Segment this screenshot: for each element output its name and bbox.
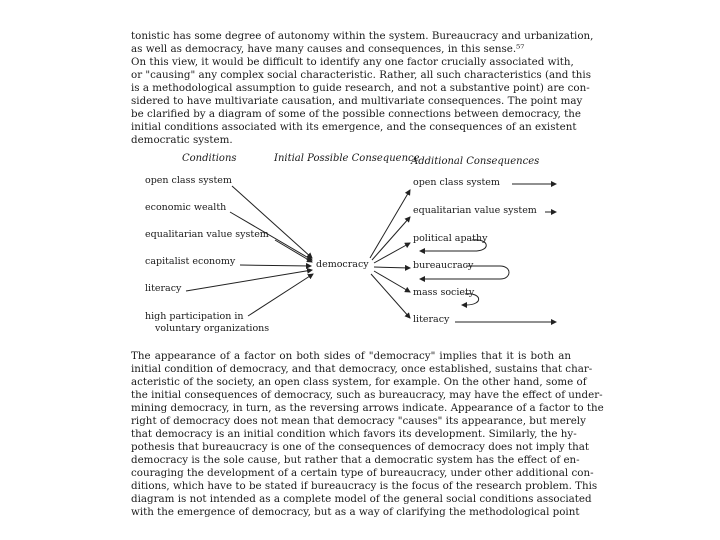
text-line: the initial consequences of democracy, such as bureaucracy, may have the effect of under- [131, 389, 603, 401]
text-line: that democracy is an initial condition which favors its development. Similarly, the hy- [131, 428, 577, 440]
arrow-in [240, 265, 311, 266]
text-line: is a methodological assumption to guide research, and not a substantive point) are con- [131, 82, 590, 94]
text-line: acteristic of the society, an open class system, for example. On the other hand, some of [131, 376, 587, 388]
header-conditions: Conditions [182, 153, 237, 164]
condition-label: high participation in [145, 311, 244, 322]
consequence-label: equalitarian value system [413, 205, 537, 216]
condition-label: economic wealth [145, 202, 227, 213]
arrow-out [374, 267, 410, 268]
text-line: couraging the development of a certain type of bureaucracy, under other additional con- [131, 467, 594, 479]
reversing-arrow [462, 294, 479, 305]
condition-label: open class system [145, 175, 232, 186]
consequence-label: political apathy [413, 233, 488, 244]
text-line: ditions, which have to be stated if bureaucracy is the focus of the research problem. This [131, 480, 598, 492]
header-additional-consequences: Additional Consequences [411, 156, 540, 167]
condition-label: capitalist economy [145, 256, 236, 267]
text-line: democratic system. [131, 134, 233, 146]
condition-label: equalitarian value system [145, 229, 269, 240]
text-line: initial conditions associated with its emergence, and the consequences of an existent [131, 121, 577, 133]
text-line: mining democracy, in turn, as the reversing arrows indicate. Appearance of a factor to the [131, 402, 604, 414]
consequence-label: bureaucracy [413, 260, 474, 271]
reversing-arrow [420, 240, 486, 251]
text-line: The appearance of a factor on both sides of "democracy" implies that it is both an [131, 350, 571, 362]
text-line: democracy is the sole cause, but rather that a democratic system has the effect of en- [131, 454, 580, 466]
consequence-label: open class system [413, 177, 500, 188]
reversing-arrow [420, 266, 509, 279]
condition-label: literacy [145, 283, 182, 294]
text-line: be clarified by a diagram of some of the possible connections between democracy, the [131, 108, 581, 120]
text-line: as well as democracy, have many causes and consequences, in this sense.⁵⁷ [131, 43, 525, 55]
text-line: or "causing" any complex social characteristic. Rather, all such characteristics (and this [131, 69, 591, 81]
text-line: sidered to have multivariate causation, and multivariate consequences. The point may [131, 95, 583, 107]
text-line: On this view, it would be difficult to identify any one factor crucially associated with, [131, 56, 574, 68]
text-line: with the emergence of democracy, but as a way of clarifying the methodological point [131, 506, 580, 518]
consequence-label: mass society [413, 287, 475, 298]
arrow-out [374, 243, 410, 263]
arrow-out [374, 271, 410, 292]
arrow-in [248, 274, 313, 316]
text-line: right of democracy does not mean that democracy "causes" its appearance, but merely [131, 415, 586, 427]
condition-label: voluntary organizations [155, 323, 270, 334]
arrow-in [232, 186, 312, 258]
header-initial-consequence: Initial Possible Consequence [274, 153, 420, 164]
text-line: initial condition of democracy, and that democracy, once established, sustains that char- [131, 363, 593, 375]
arrow-in [275, 240, 312, 262]
consequence-label: literacy [413, 314, 450, 325]
text-line: diagram is not intended as a complete model of the general social conditions associated [131, 493, 592, 505]
arrow-in [186, 270, 312, 291]
arrow-in [230, 212, 312, 260]
text-line: tonistic has some degree of autonomy within the system. Bureaucracy and urbanization, [131, 30, 594, 42]
center-democracy: democracy [316, 259, 369, 270]
text-line: pothesis that bureaucracy is one of the consequences of democracy does not imply that [131, 441, 589, 453]
